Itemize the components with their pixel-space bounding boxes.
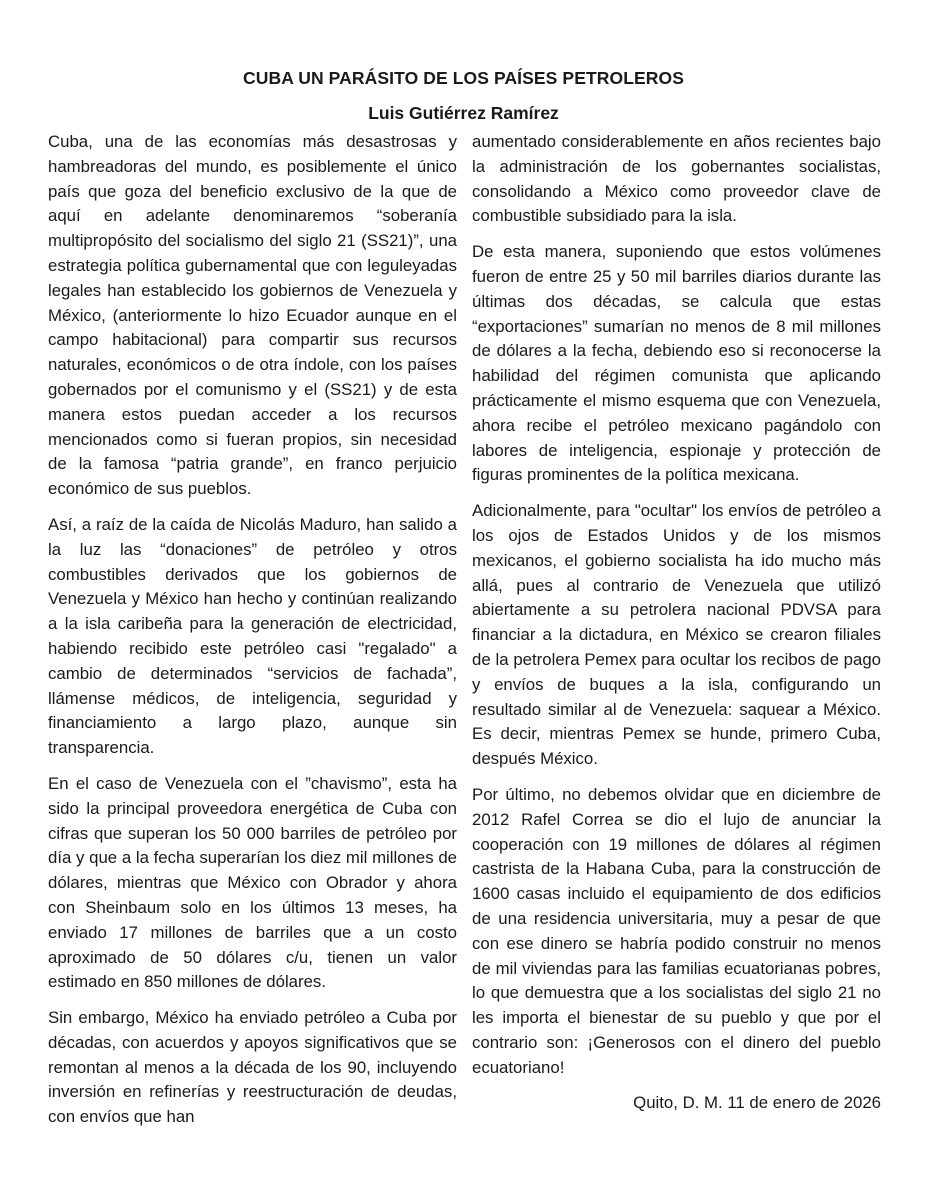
document-author: Luis Gutiérrez Ramírez xyxy=(368,103,559,123)
signature-line: Quito, D. M. 11 de enero de 2026 xyxy=(633,1093,881,1113)
paragraph: De esta manera, suponiendo que estos volúmenes fueron de entre 25 y 50 mil barriles diarios durante las últimas dos décadas, se calcula que estas “exportaciones” sumarían no menos de 8 mil millones de dólares a la fecha, debiendo eso si reconocerse la habilidad del régimen comunista que aplicando prácticamente el mismo esquema que con Venezuela, ahora recibe el petróleo mexicano pagándolo con labores de inteligencia, espionaje y protección de figuras prominentes de la política mexicana. xyxy=(472,242,881,485)
paragraph: En el caso de Venezuela con el ”chavismo”, esta ha sido la principal proveedora energética de Cuba con cifras que superan los 50 000 barriles de petróleo por día y que a la fecha superarían los diez mil millones de dólares, mientras que México con Obrador y ahora con Sheinbaum solo en los últimos 13 meses, ha enviado 17 millones de barriles que a un costo aproximado de 50 dólares c/u, tienen un valor estimado en 850 millones de dólares. xyxy=(48,773,457,992)
paragraph: Sin embargo, México ha enviado petróleo a Cuba por décadas, con acuerdos y apoyos significativos que se remontan al menos a la década de los 90, incluyendo inversión en refinerías y reestructuración de deudas, con envíos que han xyxy=(48,1008,457,1127)
paragraph: Adicionalmente, para "ocultar" los envíos de petróleo a los ojos de Estados Unidos y de los mismos mexicanos, el gobierno socialista ha ido mucho más allá, pues al contrario de Venezuela que utilizó abiertamente a su petrolera nacional PDVSA para financiar a la dictadura, en México se crearon filiales de la petrolera Pemex para ocultar los recibos de pago y envíos de buques a la isla, configurando un resultado similar al de Venezuela: saquear a México. Es decir, mientras Pemex se hunde, primero Cuba, después México. xyxy=(472,501,881,769)
document-title: CUBA UN PARÁSITO DE LOS PAÍSES PETROLEROS xyxy=(242,68,684,88)
left-column xyxy=(48,130,457,1141)
paragraph: Así, a raíz de la caída de Nicolás Maduro, han salido a la luz las “donaciones” de petróleo y otros combustibles derivados que los gobiernos de Venezuela y México han hecho y continúan realizando a la isla caribeña para la generación de electricidad, habiendo recibido este petróleo casi "regalado" a cambio de determinados “servicios de fachada”, llámense médicos, de inteligencia, seguridad y financiamiento a largo plazo, aunque sin transparencia. xyxy=(48,514,457,758)
right-column xyxy=(472,130,881,1116)
paragraph: Por último, no debemos olvidar que en diciembre de 2012 Rafel Correa se dio el lujo de anunciar la cooperación con 19 millones de dólares al régimen castrista de la Habana Cuba, para la construcción de 1600 casas incluido el equipamiento de dos edificios de una residencia universitaria, muy a pesar de que con ese dinero se habría podido construir no menos de mil viviendas para las familias ecuatorianas pobres, lo que demuestra que a los socialistas del siglo 21 no les importa el bienestar de su pueblo y que por el contrario son: ¡Generosos con el dinero del pueblo ecuatoriano! xyxy=(472,784,881,1077)
paragraph: Cuba, una de las economías más desastrosas y hambreadoras del mundo, es posiblemente el único país que goza del beneficio exclusivo de la que de aquí en adelante denominaremos “soberanía multipropósito del socialismo del siglo 21 (SS21)”, una estrategia política gubernamental que con leguleyadas legales han establecido los gobiernos de Venezuela y México, (anteriormente lo hizo Ecuador aunque en el campo habitacional) para compartir sus recursos naturales, económicos o de otra índole, con los países gobernados por el comunismo y el (SS21) y de esta manera estos puedan acceder a los recursos mencionados como si fueran propios, sin necesidad de la famosa “patria grande”, en franco perjuicio económico de sus pueblos. xyxy=(48,132,457,499)
paragraph: aumentado considerablemente en años recientes bajo la administración de los gobernantes socialistas, consolidando a México como proveedor clave de combustible subsidiado para la isla. xyxy=(472,132,881,226)
